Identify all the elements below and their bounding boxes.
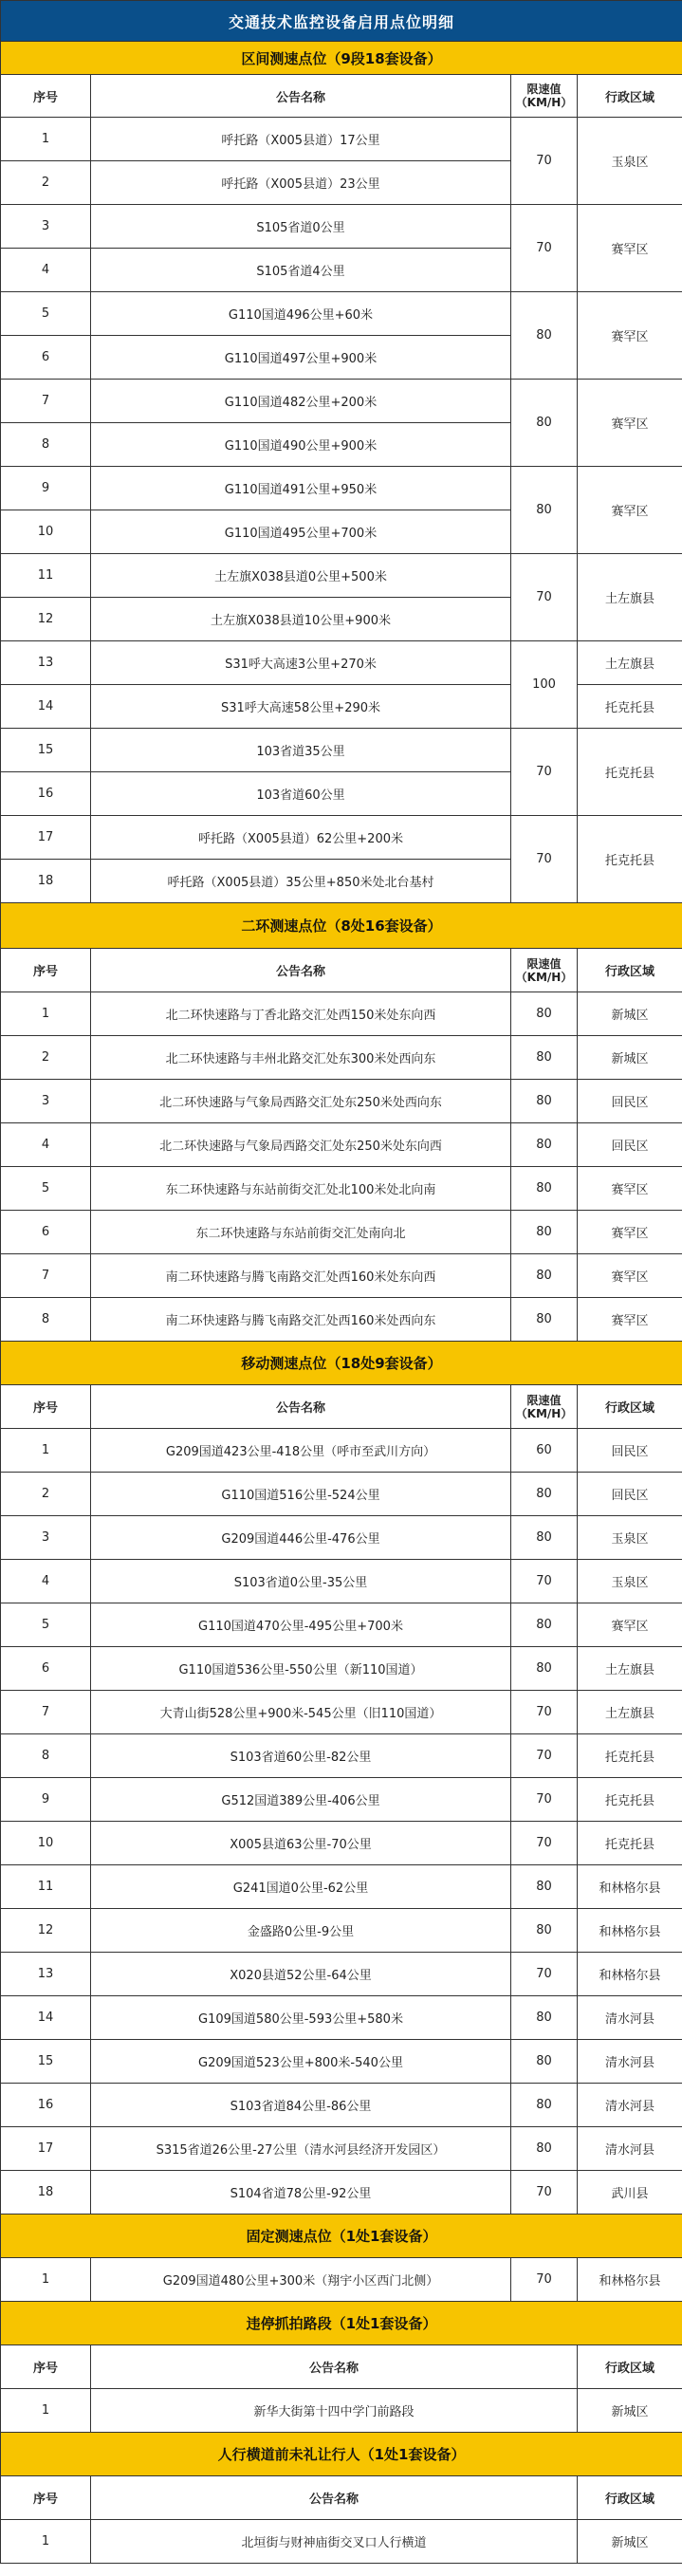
table-row	[1, 380, 682, 423]
row-district: 玉泉区	[578, 1516, 682, 1560]
row-limit: 80	[511, 467, 578, 554]
row-district: 新城区	[578, 2520, 682, 2564]
table-row	[1, 2127, 682, 2171]
column-header-index: 序号	[1, 949, 91, 992]
table-row	[1, 1865, 682, 1909]
row-index: 8	[1, 1298, 91, 1342]
row-name: G209国道446公里-476公里	[91, 1516, 511, 1560]
row-name: X020县道52公里-64公里	[91, 1953, 511, 1996]
row-index: 1	[1, 1429, 91, 1473]
table-row	[1, 1603, 682, 1647]
row-index: 12	[1, 1909, 91, 1953]
row-name: G110国道495公里+700米	[91, 510, 511, 554]
row-name: 大青山街528公里+900米-545公里（旧110国道）	[91, 1691, 511, 1734]
row-limit: 70	[511, 1822, 578, 1865]
table-row	[1, 992, 682, 1036]
row-district: 回民区	[578, 1123, 682, 1167]
section-header	[1, 2302, 682, 2345]
row-name: G110国道491公里+950米	[91, 467, 511, 510]
row-name: S103省道84公里-86公里	[91, 2084, 511, 2127]
row-index: 18	[1, 860, 91, 903]
row-limit: 70	[511, 554, 578, 641]
row-name: G512国道389公里-406公里	[91, 1778, 511, 1822]
table-row	[1, 1167, 682, 1211]
row-district: 托克托县	[578, 1778, 682, 1822]
row-district: 土左旗县	[578, 641, 682, 685]
table-row	[1, 205, 682, 249]
table-row	[1, 554, 682, 598]
table-row	[1, 1516, 682, 1560]
row-name: 呼托路（X005县道）23公里	[91, 161, 511, 205]
table-row	[1, 2084, 682, 2127]
column-header-name: 公告名称	[91, 2476, 578, 2520]
row-district: 清水河县	[578, 2127, 682, 2171]
row-limit: 80	[511, 1909, 578, 1953]
row-district: 赛罕区	[578, 1254, 682, 1298]
section-header	[1, 2215, 682, 2258]
column-header-row	[1, 2476, 682, 2520]
table-row	[1, 2040, 682, 2084]
table-row	[1, 1691, 682, 1734]
row-district: 和林格尔县	[578, 2258, 682, 2302]
row-name: G109国道580公里-593公里+580米	[91, 1996, 511, 2040]
row-name: 北二环快速路与气象局西路交汇处东250米处东向西	[91, 1123, 511, 1167]
row-district: 托克托县	[578, 729, 682, 816]
column-header-row	[1, 2345, 682, 2389]
row-index: 8	[1, 1734, 91, 1778]
row-name: 土左旗X038县道0公里+500米	[91, 554, 511, 598]
row-index: 6	[1, 1647, 91, 1691]
row-name: S104省道78公里-92公里	[91, 2171, 511, 2215]
row-index: 11	[1, 1865, 91, 1909]
row-district: 土左旗县	[578, 554, 682, 641]
row-name: 北二环快速路与丁香北路交汇处西150米处东向西	[91, 992, 511, 1036]
row-limit: 70	[511, 1734, 578, 1778]
row-limit: 80	[511, 1647, 578, 1691]
row-name: 金盛路0公里-9公里	[91, 1909, 511, 1953]
row-name: 北垣街与财神庙街交叉口人行横道	[91, 2520, 578, 2564]
row-district: 和林格尔县	[578, 1909, 682, 1953]
row-limit: 80	[511, 1865, 578, 1909]
row-name: G209国道423公里-418公里（呼市至武川方向）	[91, 1429, 511, 1473]
row-index: 6	[1, 1211, 91, 1254]
row-limit: 100	[511, 641, 578, 729]
row-limit: 80	[511, 1298, 578, 1342]
row-district: 赛罕区	[578, 1167, 682, 1211]
table-row	[1, 729, 682, 772]
row-limit: 70	[511, 2171, 578, 2215]
row-index: 4	[1, 249, 91, 292]
row-name: G110国道516公里-524公里	[91, 1473, 511, 1516]
row-district: 土左旗县	[578, 1647, 682, 1691]
table-row	[1, 2389, 682, 2433]
table-row	[1, 641, 682, 685]
row-index: 5	[1, 292, 91, 336]
row-name: G209国道480公里+300米（翔宇小区西门北侧）	[91, 2258, 511, 2302]
row-index: 14	[1, 1996, 91, 2040]
row-district: 托克托县	[578, 1734, 682, 1778]
row-district: 赛罕区	[578, 1211, 682, 1254]
row-index: 15	[1, 2040, 91, 2084]
column-header-name: 公告名称	[91, 2345, 578, 2389]
row-name: S103省道0公里-35公里	[91, 1560, 511, 1603]
row-index: 17	[1, 2127, 91, 2171]
row-name: 呼托路（X005县道）35公里+850米处北台基村	[91, 860, 511, 903]
table-row	[1, 1211, 682, 1254]
section-header	[1, 2433, 682, 2476]
row-limit: 70	[511, 729, 578, 816]
column-header-limit: 限速值 （KM/H）	[511, 1385, 578, 1429]
column-header-district: 行政区域	[578, 2476, 682, 2520]
row-limit: 80	[511, 2127, 578, 2171]
row-index: 10	[1, 510, 91, 554]
section-title: 移动测速点位（18处9套设备）	[1, 1342, 682, 1385]
row-index: 11	[1, 554, 91, 598]
table-row	[1, 2258, 682, 2302]
table-row	[1, 1560, 682, 1603]
column-header-limit: 限速值 （KM/H）	[511, 75, 578, 118]
column-header-limit: 限速值 （KM/H）	[511, 949, 578, 992]
row-limit: 80	[511, 1516, 578, 1560]
row-district: 赛罕区	[578, 1298, 682, 1342]
row-index: 4	[1, 1123, 91, 1167]
row-district: 托克托县	[578, 685, 682, 729]
row-name: S105省道4公里	[91, 249, 511, 292]
row-index: 9	[1, 467, 91, 510]
column-header-row	[1, 1385, 682, 1429]
row-index: 14	[1, 685, 91, 729]
row-index: 1	[1, 992, 91, 1036]
section-title: 人行横道前未礼让行人（1处1套设备）	[1, 2433, 682, 2476]
row-index: 7	[1, 1254, 91, 1298]
row-index: 9	[1, 1778, 91, 1822]
row-limit: 80	[511, 992, 578, 1036]
table-row	[1, 816, 682, 860]
section-header	[1, 1342, 682, 1385]
row-index: 18	[1, 2171, 91, 2215]
row-index: 5	[1, 1603, 91, 1647]
column-header-index: 序号	[1, 2345, 91, 2389]
row-name: G241国道0公里-62公里	[91, 1865, 511, 1909]
section-title: 固定测速点位（1处1套设备）	[1, 2215, 682, 2258]
table-row	[1, 1822, 682, 1865]
row-limit: 80	[511, 1473, 578, 1516]
row-limit: 80	[511, 1211, 578, 1254]
row-name: G110国道496公里+60米	[91, 292, 511, 336]
row-district: 玉泉区	[578, 1560, 682, 1603]
table-row	[1, 1123, 682, 1167]
column-header-index: 序号	[1, 2476, 91, 2520]
table-row	[1, 1778, 682, 1822]
row-district: 新城区	[578, 1036, 682, 1080]
column-header-name: 公告名称	[91, 75, 511, 118]
row-district: 托克托县	[578, 1822, 682, 1865]
row-limit: 80	[511, 292, 578, 380]
row-limit: 80	[511, 1167, 578, 1211]
section-header	[1, 903, 682, 949]
row-index: 12	[1, 598, 91, 641]
row-limit: 80	[511, 1080, 578, 1123]
row-district: 赛罕区	[578, 380, 682, 467]
row-name: G110国道490公里+900米	[91, 423, 511, 467]
row-limit: 70	[511, 816, 578, 903]
row-name: S105省道0公里	[91, 205, 511, 249]
row-name: 北二环快速路与丰州北路交汇处东300米处西向东	[91, 1036, 511, 1080]
row-limit: 80	[511, 2040, 578, 2084]
row-limit: 60	[511, 1429, 578, 1473]
column-header-index: 序号	[1, 1385, 91, 1429]
row-district: 回民区	[578, 1429, 682, 1473]
row-name: G110国道536公里-550公里（新110国道）	[91, 1647, 511, 1691]
column-header-district: 行政区域	[578, 2345, 682, 2389]
column-header-district: 行政区域	[578, 75, 682, 118]
row-limit: 70	[511, 1691, 578, 1734]
row-district: 玉泉区	[578, 118, 682, 205]
table-row	[1, 292, 682, 336]
row-index: 13	[1, 1953, 91, 1996]
table-row	[1, 1734, 682, 1778]
row-district: 和林格尔县	[578, 1953, 682, 1996]
column-header-row	[1, 75, 682, 118]
table-row	[1, 1647, 682, 1691]
row-index: 7	[1, 380, 91, 423]
row-district: 赛罕区	[578, 467, 682, 554]
row-name: S315省道26公里-27公里（清水河县经济开发园区）	[91, 2127, 511, 2171]
row-index: 7	[1, 1691, 91, 1734]
table-row	[1, 1953, 682, 1996]
row-district: 武川县	[578, 2171, 682, 2215]
section-title: 区间测速点位（9段18套设备）	[1, 42, 682, 75]
row-name: S103省道60公里-82公里	[91, 1734, 511, 1778]
row-index: 13	[1, 641, 91, 685]
column-header-index: 序号	[1, 75, 91, 118]
table-row	[1, 1036, 682, 1080]
row-index: 17	[1, 816, 91, 860]
row-limit: 80	[511, 2084, 578, 2127]
row-district: 托克托县	[578, 816, 682, 903]
row-limit: 80	[511, 1036, 578, 1080]
row-index: 4	[1, 1560, 91, 1603]
table-row	[1, 1298, 682, 1342]
section-title: 违停抓拍路段（1处1套设备）	[1, 2302, 682, 2345]
section-title: 二环测速点位（8处16套设备）	[1, 903, 682, 949]
row-index: 10	[1, 1822, 91, 1865]
row-name: S31呼大高速3公里+270米	[91, 641, 511, 685]
row-district: 赛罕区	[578, 1603, 682, 1647]
row-district: 清水河县	[578, 2040, 682, 2084]
row-district: 赛罕区	[578, 292, 682, 380]
page-title: 交通技术监控设备启用点位明细	[1, 1, 682, 42]
row-district: 清水河县	[578, 1996, 682, 2040]
row-index: 1	[1, 118, 91, 161]
row-name: 东二环快速路与东站前街交汇处南向北	[91, 1211, 511, 1254]
row-index: 2	[1, 1036, 91, 1080]
row-limit: 80	[511, 1123, 578, 1167]
column-header-name: 公告名称	[91, 949, 511, 992]
row-name: 呼托路（X005县道）62公里+200米	[91, 816, 511, 860]
row-index: 3	[1, 205, 91, 249]
row-limit: 70	[511, 205, 578, 292]
row-name: G110国道470公里-495公里+700米	[91, 1603, 511, 1647]
row-limit: 70	[511, 118, 578, 205]
row-name: G209国道523公里+800米-540公里	[91, 2040, 511, 2084]
column-header-name: 公告名称	[91, 1385, 511, 1429]
table-row	[1, 1473, 682, 1516]
row-index: 1	[1, 2520, 91, 2564]
row-index: 5	[1, 1167, 91, 1211]
row-name: 103省道35公里	[91, 729, 511, 772]
row-index: 16	[1, 772, 91, 816]
row-name: 南二环快速路与腾飞南路交汇处西160米处东向西	[91, 1254, 511, 1298]
column-header-district: 行政区域	[578, 949, 682, 992]
section-header	[1, 42, 682, 75]
row-index: 16	[1, 2084, 91, 2127]
row-district: 和林格尔县	[578, 1865, 682, 1909]
table-row	[1, 2171, 682, 2215]
row-name: 北二环快速路与气象局西路交汇处东250米处西向东	[91, 1080, 511, 1123]
row-district: 回民区	[578, 1080, 682, 1123]
row-name: G110国道497公里+900米	[91, 336, 511, 380]
table-row	[1, 1909, 682, 1953]
row-name: S31呼大高速58公里+290米	[91, 685, 511, 729]
row-index: 15	[1, 729, 91, 772]
row-district: 回民区	[578, 1473, 682, 1516]
row-district: 赛罕区	[578, 205, 682, 292]
row-name: G110国道482公里+200米	[91, 380, 511, 423]
column-header-row	[1, 949, 682, 992]
table-row	[1, 467, 682, 510]
table-row	[1, 1254, 682, 1298]
row-index: 3	[1, 1080, 91, 1123]
table-row	[1, 1429, 682, 1473]
row-limit: 80	[511, 380, 578, 467]
row-index: 3	[1, 1516, 91, 1560]
row-index: 2	[1, 1473, 91, 1516]
row-name: 土左旗X038县道10公里+900米	[91, 598, 511, 641]
table-row	[1, 1996, 682, 2040]
table-row	[1, 1080, 682, 1123]
table-row	[1, 118, 682, 161]
row-name: 东二环快速路与东站前街交汇处北100米处北向南	[91, 1167, 511, 1211]
row-index: 1	[1, 2389, 91, 2433]
table-row	[1, 2520, 682, 2564]
title-row	[1, 1, 682, 42]
row-index: 6	[1, 336, 91, 380]
row-district: 清水河县	[578, 2084, 682, 2127]
row-name: 新华大街第十四中学门前路段	[91, 2389, 578, 2433]
row-name: 103省道60公里	[91, 772, 511, 816]
row-limit: 70	[511, 1778, 578, 1822]
table-row	[1, 685, 682, 729]
row-limit: 80	[511, 1254, 578, 1298]
row-limit: 80	[511, 1603, 578, 1647]
row-name: X005县道63公里-70公里	[91, 1822, 511, 1865]
column-header-district: 行政区域	[578, 1385, 682, 1429]
row-limit: 70	[511, 2258, 578, 2302]
row-district: 新城区	[578, 992, 682, 1036]
row-limit: 70	[511, 1560, 578, 1603]
row-index: 1	[1, 2258, 91, 2302]
row-name: 南二环快速路与腾飞南路交汇处西160米处西向东	[91, 1298, 511, 1342]
row-index: 2	[1, 161, 91, 205]
row-district: 土左旗县	[578, 1691, 682, 1734]
row-limit: 70	[511, 1953, 578, 1996]
row-district: 新城区	[578, 2389, 682, 2433]
row-name: 呼托路（X005县道）17公里	[91, 118, 511, 161]
row-index: 8	[1, 423, 91, 467]
row-limit: 80	[511, 1996, 578, 2040]
